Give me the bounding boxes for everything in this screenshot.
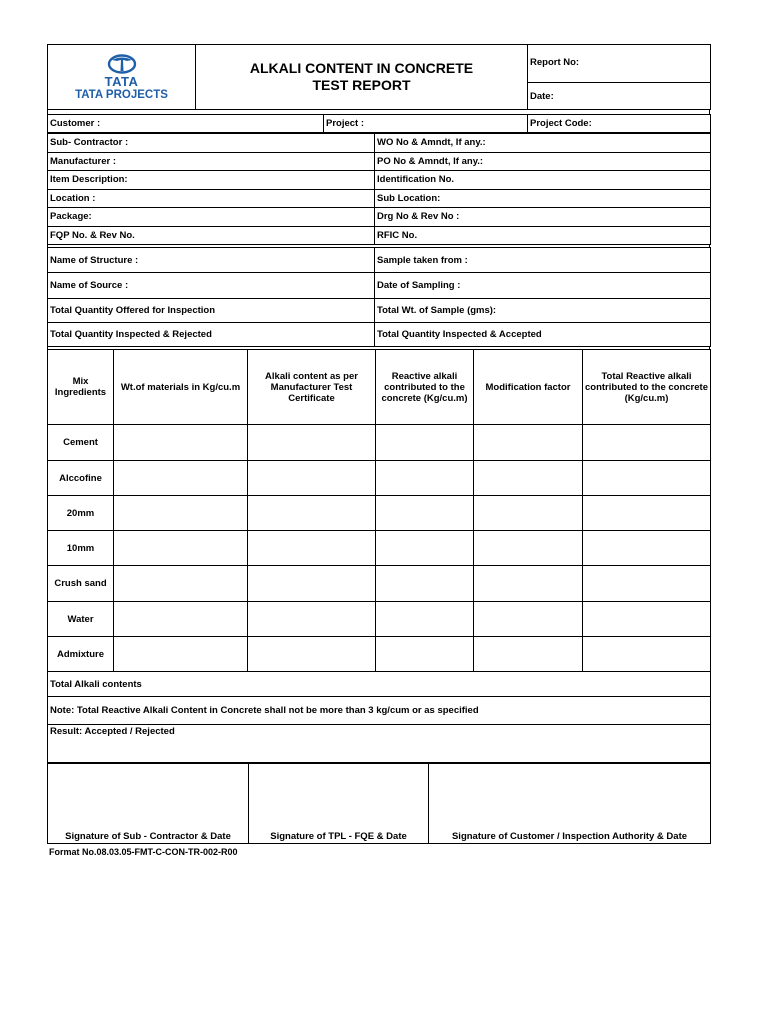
rfic-no-field[interactable]: RFIC No. <box>375 226 711 245</box>
input-cell[interactable] <box>583 496 711 531</box>
header-wt-materials: Wt.of materials in Kg/cu.m <box>114 350 248 425</box>
input-cell[interactable] <box>114 637 248 672</box>
mix-table <box>47 349 711 763</box>
input-cell[interactable] <box>474 566 583 602</box>
identification-no-field[interactable]: Identification No. <box>375 171 711 190</box>
header-table <box>47 44 711 110</box>
customer-field[interactable]: Customer : <box>48 115 324 133</box>
input-cell[interactable] <box>583 531 711 566</box>
table-row <box>48 566 711 602</box>
header-reactive-alkali: Reactive alkali contributed to the concrete (Kg/cu.m) <box>376 350 474 425</box>
result-row[interactable]: Result: Accepted / Rejected <box>48 725 711 763</box>
report-form <box>47 44 710 844</box>
ingredient-admixture: Admixture <box>48 637 114 672</box>
ingredient-crush-sand: Crush sand <box>48 566 114 602</box>
input-cell[interactable] <box>114 461 248 496</box>
ingredient-water: Water <box>48 602 114 637</box>
input-cell[interactable] <box>114 531 248 566</box>
table-row <box>48 461 711 496</box>
input-cell[interactable] <box>376 425 474 461</box>
header-alkali-content: Alkali content as per Manufacturer Test Certificate <box>248 350 376 425</box>
input-cell[interactable] <box>474 602 583 637</box>
source-name-field[interactable]: Name of Source : <box>48 273 375 299</box>
table-row <box>48 425 711 461</box>
structure-table <box>47 247 711 347</box>
total-alkali-row[interactable]: Total Alkali contents <box>48 672 711 697</box>
input-cell[interactable] <box>114 566 248 602</box>
input-cell[interactable] <box>474 425 583 461</box>
input-cell[interactable] <box>474 531 583 566</box>
table-row <box>48 637 711 672</box>
location-field[interactable]: Location : <box>48 189 375 208</box>
manufacturer-field[interactable]: Manufacturer : <box>48 152 375 171</box>
input-cell[interactable] <box>376 531 474 566</box>
ingredient-20mm: 20mm <box>48 496 114 531</box>
date-of-sampling-field[interactable]: Date of Sampling : <box>375 273 711 299</box>
report-no-field[interactable]: Report No: <box>528 45 711 83</box>
table-row <box>48 496 711 531</box>
input-cell[interactable] <box>248 531 376 566</box>
signature-sub-contractor[interactable]: Signature of Sub - Contractor & Date <box>48 764 249 844</box>
sub-location-field[interactable]: Sub Location: <box>375 189 711 208</box>
input-cell[interactable] <box>248 602 376 637</box>
input-cell[interactable] <box>376 496 474 531</box>
total-wt-sample-field[interactable]: Total Wt. of Sample (gms): <box>375 299 711 323</box>
sample-taken-from-field[interactable]: Sample taken from : <box>375 248 711 273</box>
page-title: ALKALI CONTENT IN CONCRETE TEST REPORT <box>196 45 528 110</box>
table-row <box>48 602 711 637</box>
note-row: Note: Total Reactive Alkali Content in Concrete shall not be more than 3 kg/cum or as specified <box>48 697 711 725</box>
ingredient-alccofine: Alccofine <box>48 461 114 496</box>
header-modification-factor: Modification factor <box>474 350 583 425</box>
qty-rejected-field[interactable]: Total Quantity Inspected & Rejected <box>48 323 375 347</box>
ingredient-cement: Cement <box>48 425 114 461</box>
wo-no-field[interactable]: WO No & Amndt, If any.: <box>375 134 711 153</box>
input-cell[interactable] <box>376 566 474 602</box>
qty-accepted-field[interactable]: Total Quantity Inspected & Accepted <box>375 323 711 347</box>
po-no-field[interactable]: PO No & Amndt, If any.: <box>375 152 711 171</box>
header-total-reactive-alkali: Total Reactive alkali contributed to the concrete (Kg/cu.m) <box>583 350 711 425</box>
date-field[interactable]: Date: <box>528 83 711 110</box>
header-mix-ingredients: Mix Ingredients <box>48 350 114 425</box>
input-cell[interactable] <box>114 602 248 637</box>
input-cell[interactable] <box>474 496 583 531</box>
input-cell[interactable] <box>583 637 711 672</box>
logo-text-tata-projects: TATA PROJECTS <box>75 88 168 101</box>
logo <box>48 45 196 110</box>
input-cell[interactable] <box>248 637 376 672</box>
project-code-field[interactable]: Project Code: <box>528 115 711 133</box>
fqp-no-field[interactable]: FQP No. & Rev No. <box>48 226 375 245</box>
input-cell[interactable] <box>376 602 474 637</box>
input-cell[interactable] <box>248 461 376 496</box>
input-cell[interactable] <box>474 637 583 672</box>
input-cell[interactable] <box>583 602 711 637</box>
info-table <box>47 133 711 245</box>
input-cell[interactable] <box>583 425 711 461</box>
structure-name-field[interactable]: Name of Structure : <box>48 248 375 273</box>
input-cell[interactable] <box>114 496 248 531</box>
item-description-field[interactable]: Item Description: <box>48 171 375 190</box>
input-cell[interactable] <box>114 425 248 461</box>
qty-offered-field[interactable]: Total Quantity Offered for Inspection <box>48 299 375 323</box>
table-row <box>48 531 711 566</box>
format-number: Format No.08.03.05-FMT-C-CON-TR-002-R00 <box>49 847 238 857</box>
input-cell[interactable] <box>583 566 711 602</box>
input-cell[interactable] <box>583 461 711 496</box>
signature-customer[interactable]: Signature of Customer / Inspection Authority & Date <box>429 764 711 844</box>
signature-tpl[interactable]: Signature of TPL - FQE & Date <box>249 764 429 844</box>
sub-contractor-field[interactable]: Sub- Contractor : <box>48 134 375 153</box>
tata-logo-icon <box>107 54 137 74</box>
input-cell[interactable] <box>248 425 376 461</box>
drg-no-field[interactable]: Drg No & Rev No : <box>375 208 711 227</box>
input-cell[interactable] <box>474 461 583 496</box>
project-field[interactable]: Project : <box>324 115 528 133</box>
logo-text-tata: TATA <box>104 73 139 89</box>
input-cell[interactable] <box>376 637 474 672</box>
customer-table <box>47 114 711 133</box>
signature-table <box>47 763 711 844</box>
package-field[interactable]: Package: <box>48 208 375 227</box>
input-cell[interactable] <box>248 566 376 602</box>
input-cell[interactable] <box>248 496 376 531</box>
input-cell[interactable] <box>376 461 474 496</box>
ingredient-10mm: 10mm <box>48 531 114 566</box>
